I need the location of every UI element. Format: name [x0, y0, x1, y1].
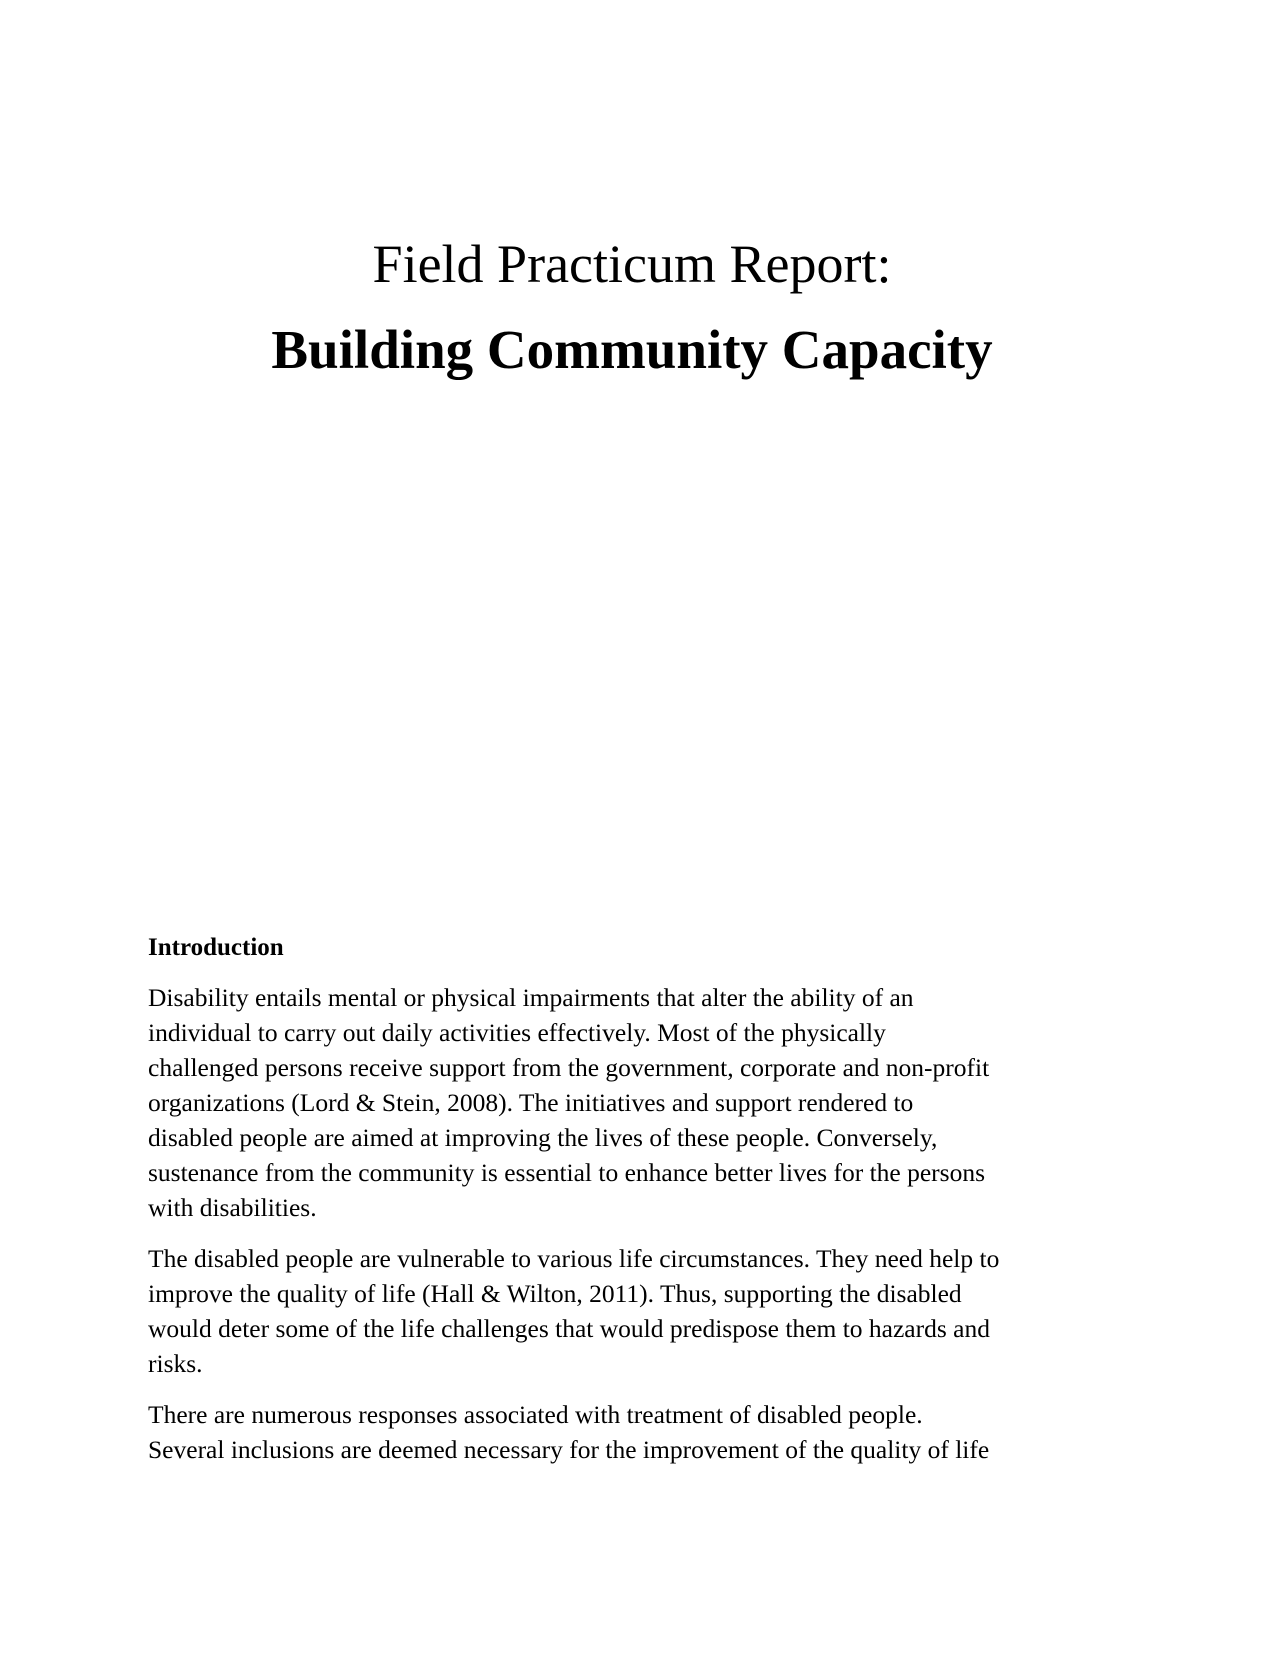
- paragraph: There are numerous responses associated with treatment of disabled people. Several inclusions are deemed necessary for the improvement of the quality of life: [148, 1400, 990, 1464]
- document-body: [148, 930, 1138, 1483]
- paragraph: Disability entails mental or physical impairments that alter the ability of an individual to carry out daily activities effectively. Most of the physically challenged persons receive support from the government, corporate and non-profit organizations (Lord & Stein, 2008). The initiatives and support rendered to disabled people are aimed at improving the lives of these people. Conversely, sustenance from the community is essential to enhance better lives for the persons with disabilities.: [148, 983, 990, 1222]
- section-heading-introduction: Introduction: [148, 934, 284, 961]
- document-subtitle: Building Community Capacity: [271, 319, 993, 380]
- document-title: Field Practicum Report:: [372, 234, 892, 294]
- title-block: [0, 228, 1264, 386]
- paragraph: The disabled people are vulnerable to various life circumstances. They need help to improve the quality of life (Hall & Wilton, 2011). Thus, supporting the disabled would deter some of the life challenges that would predispose them to hazards and risks.: [148, 1244, 1000, 1378]
